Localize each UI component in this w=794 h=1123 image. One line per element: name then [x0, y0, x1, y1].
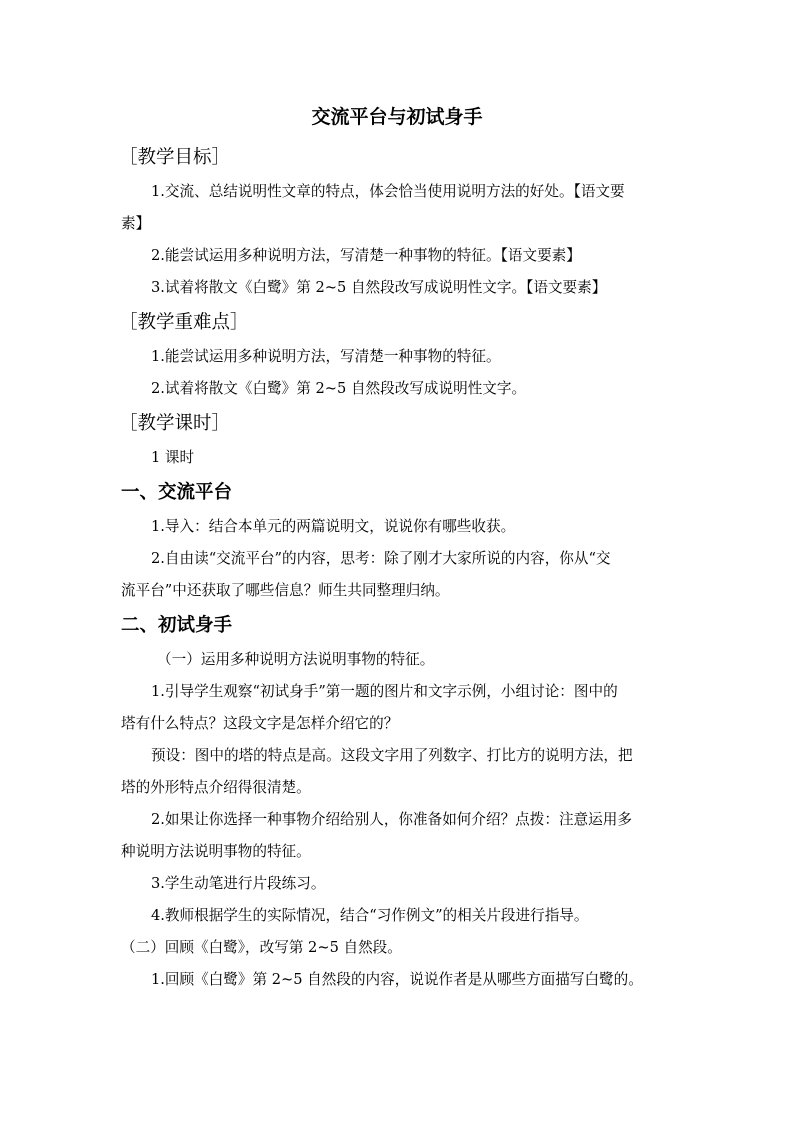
section-heading-goals: ［教学目标］ — [119, 147, 231, 168]
section-heading-part2: 二、初试身手 — [121, 615, 233, 636]
section-heading-time: ［教学课时］ — [119, 413, 231, 434]
part1-item: 1.导入：结合本单元的两篇说明文，说说你有哪些收获。 — [151, 518, 516, 535]
document-body — [121, 145, 676, 1002]
part2-item: 3.学生动笔进行片段练习。 — [151, 875, 326, 892]
part2-subheading: （二）回顾《白鹭》，改写第 2~5 自然段。 — [121, 939, 402, 956]
part2-item — [121, 682, 676, 734]
section-heading-key-points: ［教学重难点］ — [119, 312, 249, 333]
goal-item: 2.能尝试运用多种说明方法，写清楚一种事物的特征。【语文要素】 — [151, 247, 581, 264]
part2-subheading: （一）运用多种说明方法说明事物的特征。 — [157, 651, 435, 668]
goal-item-line: 素】 — [121, 215, 151, 232]
part1-item — [121, 549, 676, 601]
part1-item-line: 流平台”中还获取了哪些信息？师生共同整理归纳。 — [121, 582, 450, 599]
class-time: 1 课时 — [151, 449, 195, 466]
part2-item-line: 2.如果让你选择一种事物介绍给别人，你准备如何介绍？点拨：注意运用多 — [151, 811, 632, 828]
part2-item — [121, 810, 676, 862]
goal-item: 3.试着将散文《白鹭》第 2~5 自然段改写成说明性文字。【语文要素】 — [151, 279, 607, 296]
goal-item — [121, 182, 676, 234]
key-point-item: 1.能尝试运用多种说明方法，写清楚一种事物的特征。 — [151, 348, 501, 365]
part2-item-line: 塔有什么特点？这段文字是怎样介绍它的？ — [121, 715, 399, 732]
part1-item-line: 2.自由读“交流平台”的内容，思考：除了刚才大家所说的内容，你从“交 — [151, 550, 611, 567]
part2-item — [121, 746, 676, 798]
part2-item-line: 塔的外形特点介绍得很清楚。 — [121, 779, 311, 796]
document-title: 交流平台与初试身手 — [311, 106, 483, 128]
part2-item: 1.回顾《白鹭》第 2~5 自然段的内容，说说作者是从哪些方面描写白鹭的。 — [151, 971, 643, 988]
goal-item-line: 1.交流、总结说明性文章的特点，体会恰当使用说明方法的好处。【语文要 — [151, 183, 625, 200]
section-heading-part1: 一、交流平台 — [121, 482, 233, 503]
part2-item-line: 1.引导学生观察“初试身手”第一题的图片和文字示例，小组讨论：图中的 — [151, 683, 618, 700]
part2-item-line: 种说明方法说明事物的特征。 — [121, 843, 311, 860]
key-point-item: 2.试着将散文《白鹭》第 2~5 自然段改写成说明性文字。 — [151, 380, 527, 397]
part2-item: 4.教师根据学生的实际情况，结合“习作例文”的相关片段进行指导。 — [151, 907, 589, 924]
part2-item-line: 预设：图中的塔的特点是高。这段文字用了列数字、打比方的说明方法，把 — [151, 747, 633, 764]
